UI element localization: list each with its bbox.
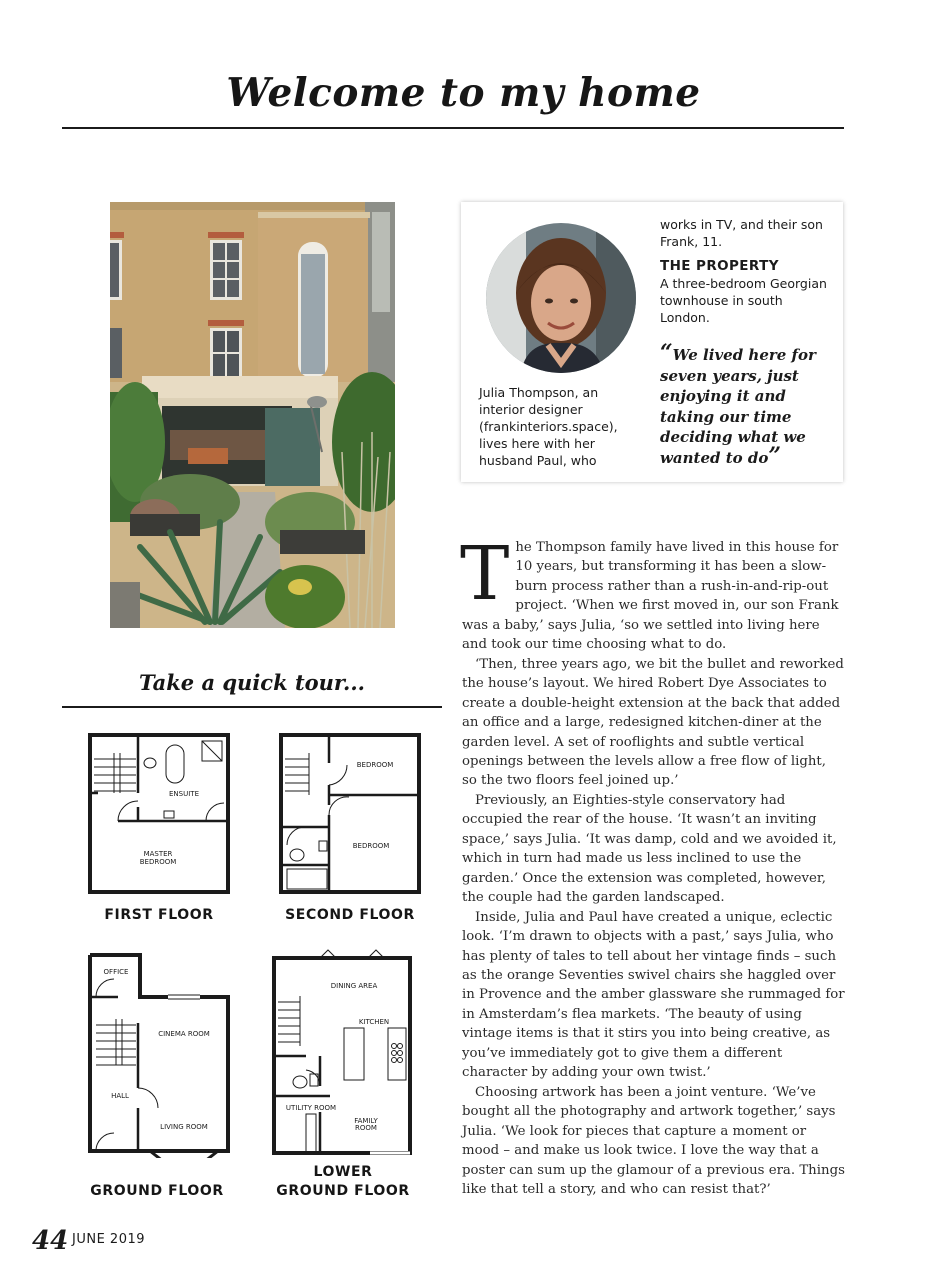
- lower-label-line1: LOWER: [313, 1164, 373, 1180]
- second-floor-plan: [279, 733, 421, 895]
- ground-floor-plan: [88, 953, 232, 1158]
- room-office: OFFICE: [103, 968, 129, 976]
- pull-quote: [660, 340, 835, 469]
- profile-box: [461, 202, 843, 482]
- portrait-photo: [486, 223, 636, 373]
- first-floor-plan: [88, 733, 230, 895]
- room-cinema: CINEMA ROOM: [158, 1030, 210, 1038]
- room-family-line1: FAMILY: [354, 1117, 378, 1125]
- article-paragraph-2: ‘Then, three years ago, we bit the bullet and reworked the house’s layout. We hired Robert Dye Associates to create a double-height extension at the back that added an office and a large, redesigned kitchen-diner at the garden level. A set of rooflights and subtle vertical openings between the levels allow a free flow of light, so the two floors feel joined up.’: [462, 656, 844, 789]
- room-master-line2: BEDROOM: [139, 858, 177, 866]
- article-paragraph-1: The Thompson family have lived in this house for 10 years, but transforming it has been a slow-burn process rather than a rush-in-and-rip-out project. ‘When we first moved in, our son Frank was a baby,’ says Julia, ‘so we settled into living here and took our time choosing what to do.: [460, 531, 839, 653]
- page-title: Welcome to my home: [226, 70, 701, 116]
- article-paragraph-3: Previously, an Eighties-style conservatory had occupied the rear of the house. ‘It wasn’t an inviting space,’ says Julia. ‘It was damp, cold and we avoided it, which in turn had made us less inclined to use the garden.’ Once the extension was completed, however, the couple had the garden landscaped.: [462, 792, 837, 906]
- article-paragraph-4: Inside, Julia and Paul have created a unique, eclectic look. ‘I’m drawn to objects with a past,’ says Julia, who has plenty of tales to tell about her vintage finds – such as the orange Seventies swivel chairs she haggled over in Provence and the amber glassware she rummaged for in Amsterdam’s flea markets. ‘The beauty of using vintage items is that it stirs you into being creative, as you’ve immediately got to give them a different character by adding your own twist.’: [462, 909, 845, 1081]
- profile-right-column: [660, 216, 835, 326]
- tour-heading: Take a quick tour...: [139, 670, 365, 695]
- lower-ground-floor-label: [260, 1163, 426, 1201]
- room-dining: DINING AREA: [330, 982, 378, 990]
- room-hall: HALL: [111, 1092, 129, 1100]
- first-floor-label: FIRST FLOOR: [104, 907, 214, 923]
- tour-divider: [62, 706, 442, 708]
- room-bedroom-bottom: BEDROOM: [352, 842, 390, 850]
- issue-date: JUNE 2019: [72, 1232, 146, 1247]
- lower-ground-floor-plan: [270, 946, 414, 1156]
- close-quote-mark: ”: [768, 442, 782, 469]
- property-heading: THE PROPERTY: [660, 258, 779, 274]
- bio-text: Julia Thompson, an interior designer (frankinteriors.space), lives here with her husband Paul, who: [479, 385, 618, 468]
- lower-label-line2: GROUND FLOOR: [276, 1183, 410, 1199]
- room-living: LIVING ROOM: [160, 1123, 208, 1131]
- room-ensuite: ENSUITE: [169, 790, 199, 798]
- property-description: A three-bedroom Georgian townhouse in south London.: [660, 276, 827, 325]
- room-master-line1: MASTER: [143, 850, 173, 858]
- room-utility: UTILITY ROOM: [285, 1104, 337, 1112]
- room-kitchen: KITCHEN: [358, 1018, 390, 1026]
- article-paragraph-5: Choosing artwork has been a joint venture. ‘We’ve bought all the photography and artwork together,’ says Julia. ‘We look for pieces that capture a moment or mood – and make us look twice. I love the way that a poster can sum up the glamour of a previous era. Things like that tell a story, and who can resist that?’: [462, 1084, 845, 1197]
- room-bedroom-top: BEDROOM: [356, 761, 394, 769]
- room-family-line2: ROOM: [355, 1124, 377, 1132]
- ground-floor-label: GROUND FLOOR: [90, 1183, 224, 1199]
- second-floor-label: SECOND FLOOR: [285, 907, 415, 923]
- pull-quote-text: We lived here for seven years, just enjoying it and taking our time deciding what we wanted to do: [660, 346, 816, 467]
- page-number: 44: [32, 1226, 69, 1256]
- bio-continued: works in TV, and their son Frank, 11.: [660, 217, 823, 249]
- house-exterior-photo: [110, 202, 395, 628]
- open-quote-mark: “: [660, 340, 673, 366]
- drop-cap: T: [460, 531, 510, 617]
- title-divider: [62, 127, 844, 129]
- article-body: [460, 531, 845, 1199]
